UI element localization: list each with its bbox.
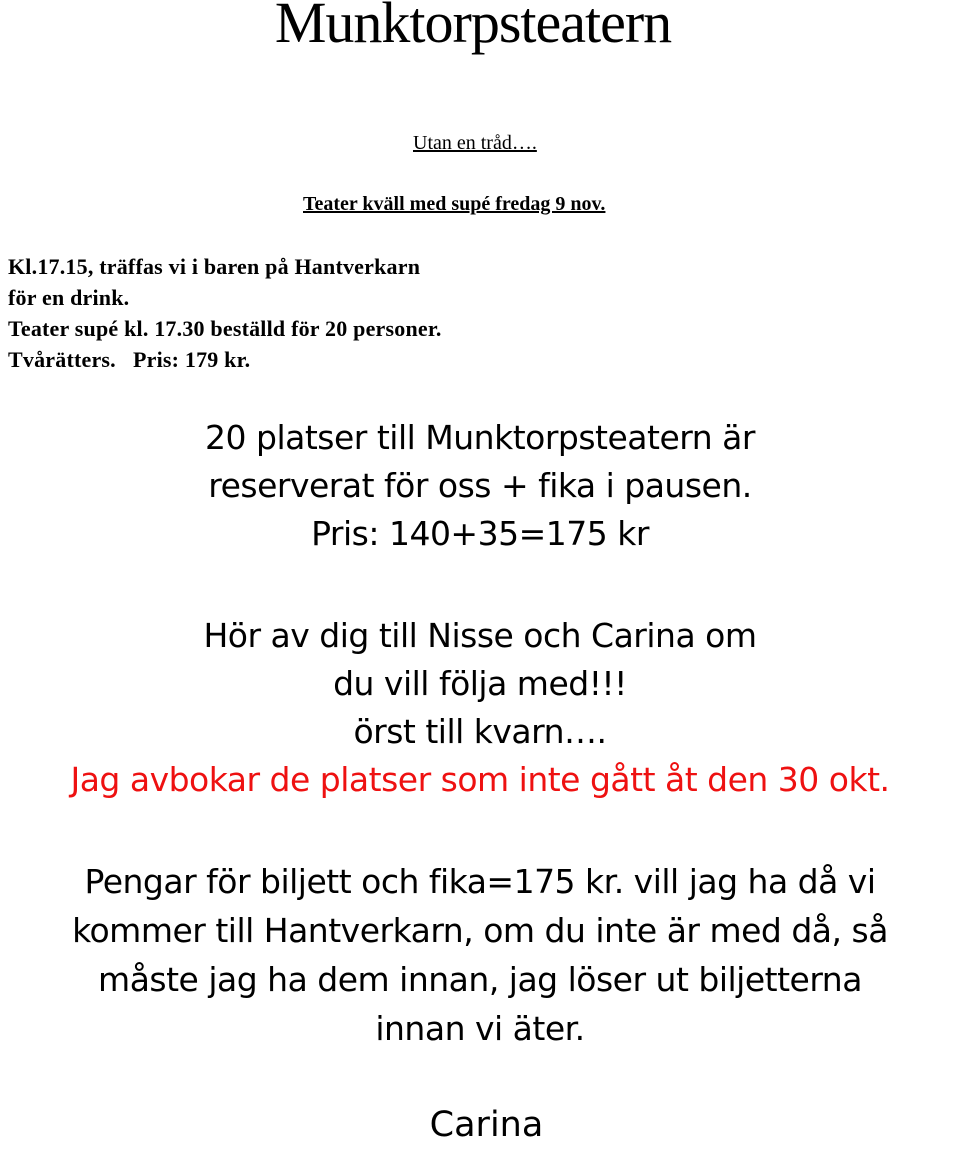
payment-line: innan vi äter. [375,1009,585,1048]
contact-info [0,612,960,804]
reservation-line: 20 platser till Munktorpsteatern är [205,418,755,457]
reservation-info [0,414,960,558]
contact-line: du vill följa med!!! [333,664,627,703]
detail-line: Tvårätters. Pris: 179 kr. [8,347,251,372]
payment-line: måste jag ha dem innan, jag löser ut biljetterna [98,960,862,999]
payment-info [0,857,960,1053]
contact-line: Hör av dig till Nisse och Carina om [203,616,757,655]
page-title: Munktorpsteatern [274,0,672,55]
event-heading: Teater kväll med supé fredag 9 nov. [303,193,606,215]
event-details [8,251,442,375]
detail-line: Kl.17.15, träffas vi i baren på Hantverkarn [8,254,421,279]
reservation-price: Pris: 140+35=175 kr [311,514,649,553]
payment-line: kommer till Hantverkarn, om du inte är med då, så [72,911,888,950]
payment-line: Pengar för biljett och fika=175 kr. vill jag ha då vi [84,862,876,901]
play-subtitle: Utan en tråd…. [413,132,537,154]
reservation-line: reserverat för oss + fika i pausen. [208,466,752,505]
detail-line: för en drink. [8,285,130,310]
signature: Carina [429,1105,544,1145]
contact-line: örst till kvarn…. [353,712,607,751]
detail-line: Teater supé kl. 17.30 beställd för 20 personer. [8,316,442,341]
cancellation-note: Jag avbokar de platser som inte gått åt den 30 okt. [70,760,890,799]
